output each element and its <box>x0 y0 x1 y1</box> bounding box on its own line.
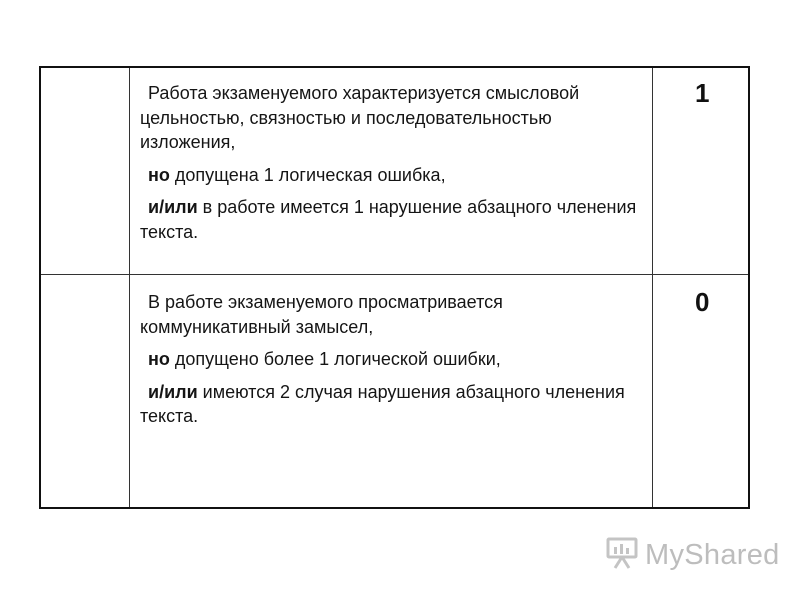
criterion-paragraph: и/или имеются 2 случая нарушения абзацного членения текста. <box>140 381 625 426</box>
myshared-logo <box>606 538 780 572</box>
score-row-1: 1 <box>695 78 710 108</box>
column-divider-left <box>129 68 130 507</box>
criterion-text-row-2 <box>140 290 650 429</box>
criterion-paragraph: но допущена 1 логическая ошибка, <box>148 164 446 185</box>
criterion-paragraph: и/или в работе имеется 1 нарушение абзацного членения текста. <box>140 197 637 242</box>
score-row-2: 0 <box>695 287 710 317</box>
criterion-paragraph: В работе экзаменуемого просматривается коммуникативный замысел, <box>140 292 503 337</box>
presentation-board-icon <box>606 536 640 575</box>
logo-text: MyShared <box>645 538 780 571</box>
criterion-text-row-1 <box>140 81 650 244</box>
criteria-table <box>39 66 750 509</box>
criterion-paragraph: но допущено более 1 логической ошибки, <box>148 349 501 369</box>
criterion-paragraph: Работа экзаменуемого характеризуется смысловой цельностью, связностью и последовательностью изложения, <box>140 83 580 152</box>
row-divider <box>41 274 748 275</box>
column-divider-right <box>652 68 653 507</box>
